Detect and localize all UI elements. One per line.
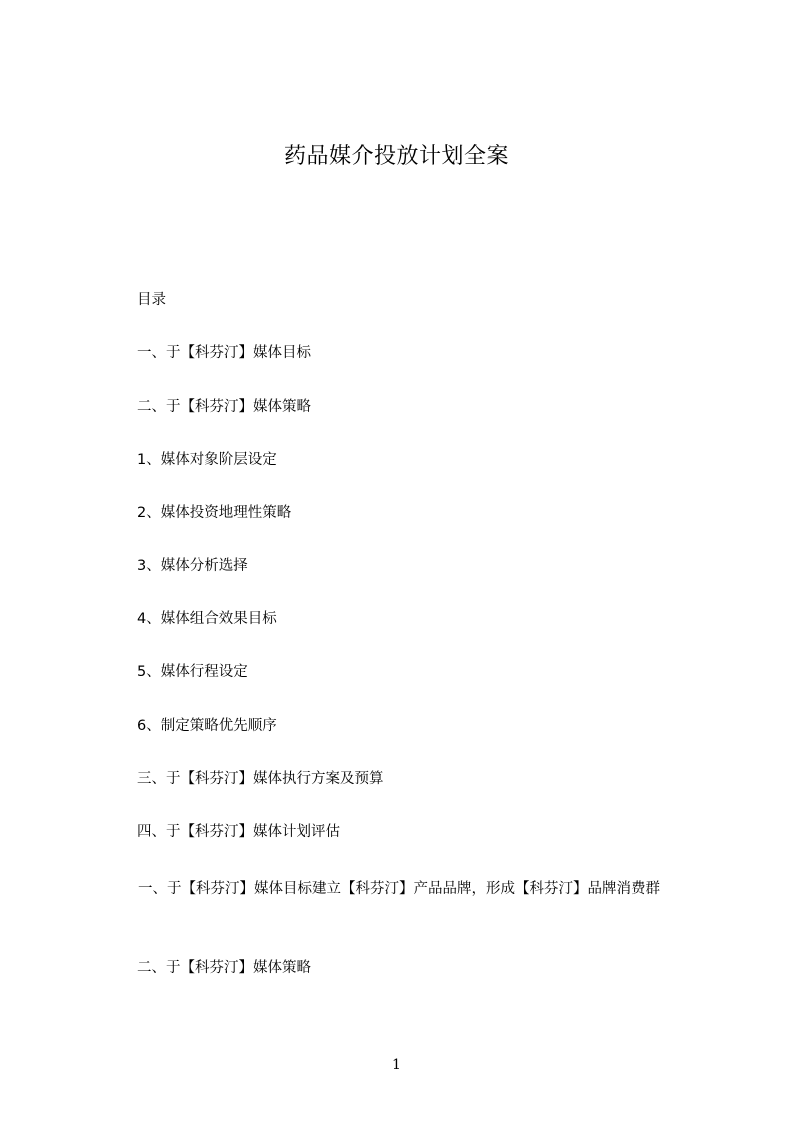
- toc-item: 6、制定策略优先顺序: [137, 718, 277, 734]
- page-number: 1: [392, 1057, 401, 1073]
- toc-heading: 目录: [137, 292, 166, 308]
- toc-item: 三、于【科芬汀】媒体执行方案及预算: [137, 771, 384, 787]
- body-paragraph: 一、于【科芬汀】媒体目标建立【科芬汀】产品品牌，形成【科芬汀】品牌消费群: [138, 881, 660, 897]
- toc-item: 一、于【科芬汀】媒体目标: [137, 345, 311, 361]
- toc-item: 二、于【科芬汀】媒体策略: [137, 399, 311, 415]
- toc-item: 4、媒体组合效果目标: [137, 611, 277, 627]
- toc-item: 5、媒体行程设定: [137, 664, 248, 680]
- toc-item: 2、媒体投资地理性策略: [137, 505, 292, 521]
- toc-item: 1、媒体对象阶层设定: [137, 452, 277, 468]
- toc-item: 3、媒体分析选择: [137, 558, 248, 574]
- document-title: 药品媒介投放计划全案: [283, 144, 509, 169]
- toc-item: 四、于【科芬汀】媒体计划评估: [137, 824, 340, 840]
- section-heading: 二、于【科芬汀】媒体策略: [137, 960, 311, 976]
